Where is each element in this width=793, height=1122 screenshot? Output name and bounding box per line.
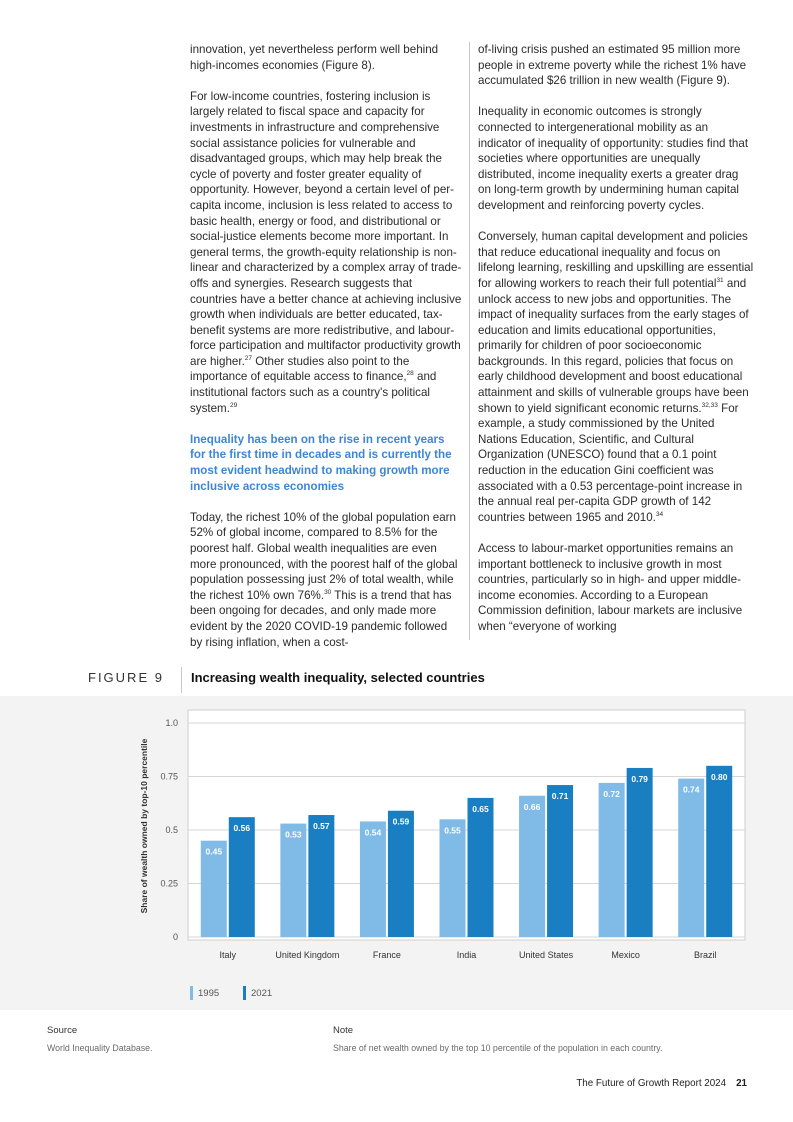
data-label: 0.57 [313,821,330,832]
text-run: Other studies also point to the importance of equitable access to finance, [190,354,410,384]
text-run: Access to labour-market opportunities remains an important bottleneck to inclusive growth in most countries, particularly so in high- and upper middle-income economies. According to a European Commission definition, labour markets are inclusive when “everyone of working [478,542,743,633]
text-run: and institutional factors such as a country's political system. [190,370,437,415]
wealth-inequality-chart [0,696,793,1006]
footnote-ref: 28 [406,370,414,378]
legend-swatch-1995 [190,986,193,1000]
data-label: 0.74 [682,784,700,795]
footnote-ref: 31 [716,276,724,284]
footnote-ref: 29 [229,401,238,409]
y-tick-label: 1.0 [165,718,178,728]
data-label: 0.79 [631,773,648,784]
text-run: Conversely, human capital development and policies that reduce educational inequality and focus on lifelong learning, reskilling and upskilling are essential for allowing workers to reach their full potential [478,230,754,290]
note-text: Share of net wealth owned by the top 10 percentile of the population in each country. [333,1043,663,1053]
data-label: 0.65 [472,803,489,814]
data-label: 0.66 [523,801,541,812]
paragraph [190,89,462,416]
bar-2021-united-kingdom [308,815,334,937]
x-tick-label: Italy [219,950,237,960]
legend-2021 [243,986,272,1000]
source-text: World Inequality Database. [47,1043,153,1053]
x-tick-label: Brazil [693,950,717,960]
x-tick-label: India [456,950,477,960]
text-run: Today, the richest 10% of the global population earn 52% of global income, compared to 8.5% for the poorest half. Global wealth inequalities are even more pronounced, with the poorest half of the global population possessing just 2% of total wealth, while the richest 10% own 76%. [190,510,458,602]
bar-2021-brazil [706,766,732,937]
note-heading: Note [333,1025,354,1036]
y-tick-label: 0.75 [160,771,178,782]
data-label: 0.71 [551,791,569,802]
text-run: of-living crisis pushed an estimated 95 million more people in extreme poverty while the richest 1% have accumulated $26 trillion in new wealth (Figure 9). [478,43,747,88]
source-heading: Source [47,1025,78,1036]
bar-2021-france [388,811,414,937]
report-title: The Future of Growth Report 2024 [576,1078,727,1089]
text-run: This is a trend that has been ongoing for decades, and only made more evident by the 2020 COVID-19 pandemic followed by rising inflation, when a cost- [190,588,452,649]
figure-divider [181,667,182,693]
text-run: For low-income countries, fostering inclusion is largely related to fiscal space and capacity for investments in infrastructure and comprehensive social assistance policies for vulnerable and disadvantaged groups, which may help break the cycle of poverty and foster greater equality of opportunity. However, beyond a certain level of per-capita income, inclusion is less related to access to basic health, energy or food, and distributional or social-justice elements become more important. In general terms, the growth-equity relationship is non-linear and characterized by a complex array of trade-offs and synergies. Research suggests that countries have a better chance at achieving inclusive growth when individuals are better educated, tax-benefit systems are more redistributive, and labour-force participation and multifactor productivity growth are higher. [190,89,462,368]
bar-2021-italy [229,817,255,937]
text-run: Inequality in economic outcomes is strongly connected to intergenerational mobility as an indicator of inequality of opportunity: studies find that societies where opportunities are unequally distributed, income inequality exerts a greater drag on long-term growth by undermining human capital development and reinforcing poverty cycles. [478,105,749,212]
data-label: 0.54 [364,827,382,838]
y-tick-label: 0.5 [165,825,178,835]
body-column-left [190,42,462,666]
column-divider [469,42,470,640]
figure-title: Increasing wealth inequality, selected countries [191,670,485,685]
data-label: 0.55 [444,825,461,836]
text-run: innovation, yet nevertheless perform well behind high-incomes economies (Figure 8). [190,43,439,72]
bar-2021-india [468,798,494,937]
legend-swatch-2021 [243,986,246,1000]
paragraph [478,229,754,525]
bar-1995-india [440,819,466,937]
bar-2021-mexico [627,768,653,937]
paragraph [190,510,462,650]
data-label: 0.59 [392,816,410,827]
paragraph [190,42,462,73]
paragraph [478,42,754,89]
y-tick-label: 0 [172,932,178,942]
paragraph [478,541,754,635]
bar-1995-france [360,821,386,937]
text-run: For example, a study commissioned by the United Nations Education, Scientific, and Cultural Organization (UNESCO) found that a 0.1 point reduction in the education Gini coefficient was associated with a 0.53 percentage-point increase in the annual real per-capita GDP growth of 142 countries between 1965 and 2010. [478,401,743,524]
text-run: and unlock access to new jobs and opportunities. The impact of inequality surfaces from the early stages of education and limits educational opportunities, primarily for children of poor socioeconomic backgrounds. In this regard, policies that focus on early childhood development and boost educational attainment and skills of vulnerable groups have been shown to yield significant economic returns. [478,276,749,415]
page-footer [576,1078,747,1089]
data-label: 0.53 [285,829,302,840]
body-column-right [478,42,754,650]
x-tick-label: United Kingdom [275,950,340,960]
bar-1995-united-kingdom [280,824,306,937]
figure-label: FIGURE 9 [88,670,164,685]
footnote-ref: 32,33 [701,401,718,409]
data-label: 0.45 [205,846,223,857]
legend-1995 [190,986,219,1000]
data-label: 0.72 [603,788,620,799]
footnote-ref: 34 [655,510,664,518]
data-label: 0.56 [233,823,251,834]
y-axis-label: Share of wealth owned by top-10 percentile [139,738,149,914]
plot-area [188,710,745,940]
page-number: 21 [736,1078,747,1089]
footnote-ref: 27 [244,354,253,362]
footnote-ref: 30 [324,588,332,596]
x-tick-label: United States [519,950,574,960]
paragraph [190,432,462,494]
section-heading: Inequality has been on the rise in recent years for the first time in decades and is currently the most evident headwind to making growth more inclusive across economies [190,432,452,493]
bar-2021-united-states [547,785,573,937]
x-tick-label: Mexico [611,950,640,960]
legend-label-1995: 1995 [198,987,220,999]
legend-label-2021: 2021 [251,987,273,999]
bar-1995-united-states [519,796,545,937]
x-tick-label: France [372,950,401,960]
paragraph [478,104,754,213]
y-tick-label: 0.25 [160,878,178,889]
data-label: 0.80 [710,771,728,782]
bar-1995-mexico [599,783,625,937]
bar-1995-brazil [678,779,704,937]
